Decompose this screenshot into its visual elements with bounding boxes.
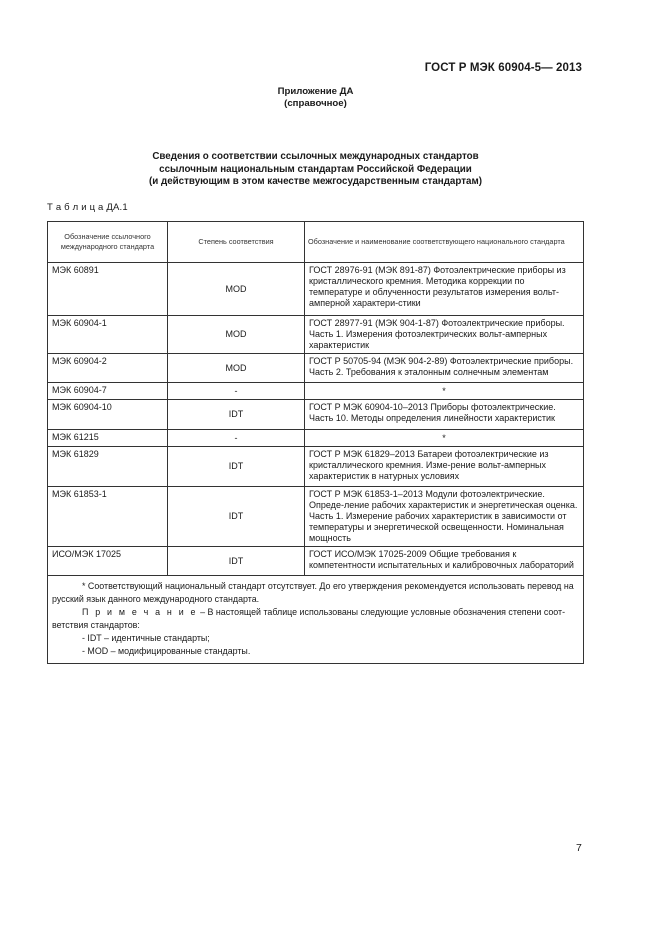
cell-intl: МЭК 60904-10: [48, 400, 168, 430]
cell-degree: IDT: [168, 447, 305, 487]
table-row: [48, 383, 584, 400]
table-caption: Т а б л и ц а ДА.1: [47, 202, 128, 213]
note: [52, 606, 579, 632]
cell-national: ГОСТ 28976-91 (МЭК 891-87) Фотоэлектрические приборы из кристаллического кремния. Методика коррекции по температуре и облученности результатов измерения вольт-амперной характери-стики: [305, 263, 584, 316]
cell-degree: -: [168, 383, 305, 400]
cell-degree: MOD: [168, 354, 305, 383]
section-title: [0, 151, 631, 189]
cell-national: ГОСТ Р МЭК 61829–2013 Батареи фотоэлектрические из кристаллического кремния. Изме-рение вольт-амперных характеристик в натурных условиях: [305, 447, 584, 487]
cell-national: *: [305, 383, 584, 400]
table-row: [48, 430, 584, 447]
cell-intl: МЭК 61215: [48, 430, 168, 447]
cell-national: ГОСТ 28977-91 (МЭК 904-1-87) Фотоэлектрические приборы. Часть 1. Измерения фотоэлектрических вольт-амперных характеристик: [305, 316, 584, 354]
column-header-degree: Степень соответствия: [168, 222, 305, 263]
cell-national: ГОСТ Р 50705-94 (МЭК 904-2-89) Фотоэлектрические приборы. Часть 2. Требования к эталонным солнечным элементам: [305, 354, 584, 383]
table-header-row: [48, 222, 584, 263]
table-row: [48, 263, 584, 316]
section-title-line: Сведения о соответствии ссылочных международных стандартов: [152, 151, 479, 162]
cell-national: ГОСТ ИСО/МЭК 17025-2009 Общие требования к компетентности испытательных и калибровочных лабораторий: [305, 547, 584, 576]
cell-degree: IDT: [168, 487, 305, 547]
cell-intl: МЭК 60904-1: [48, 316, 168, 354]
cell-national: ГОСТ Р МЭК 60904-10–2013 Приборы фотоэлектрические. Часть 10. Методы определения линейности характеристик: [305, 400, 584, 430]
section-title-line: ссылочным национальным стандартам Российской Федерации: [159, 163, 472, 175]
cell-national: *: [305, 430, 584, 447]
table-row: [48, 354, 584, 383]
cell-degree: IDT: [168, 547, 305, 576]
cell-intl: МЭК 61853-1: [48, 487, 168, 547]
table-row: [48, 547, 584, 576]
appendix-heading: [0, 86, 631, 110]
cell-intl: МЭК 60904-2: [48, 354, 168, 383]
footnote: * Соответствующий национальный стандарт отсутствует. До его утверждения рекомендуется использовать перевод на русский язык данного международного стандарта.: [52, 581, 574, 604]
column-header-national: Обозначение и наименование соответствующего национального стандарта: [305, 222, 584, 263]
cell-degree: -: [168, 430, 305, 447]
table-footer-row: [48, 576, 584, 664]
section-title-line: (и действующим в этом качестве межгосударственным стандартам): [148, 176, 482, 187]
table-row: [48, 447, 584, 487]
cell-degree: MOD: [168, 316, 305, 354]
cell-intl: МЭК 61829: [48, 447, 168, 487]
note-label: П р и м е ч а н и е: [82, 607, 198, 617]
table-footer: [48, 576, 584, 664]
page-number: 7: [576, 842, 582, 854]
note-text: – В настоящей таблице использованы следующие условные обозначения степени соот-ветствия стандартов:: [52, 607, 566, 630]
cell-intl: МЭК 60904-7: [48, 383, 168, 400]
cell-degree: MOD: [168, 263, 305, 316]
correspondence-table: [47, 221, 584, 664]
note-item: - MOD – модифицированные стандарты.: [82, 646, 251, 656]
cell-national: ГОСТ Р МЭК 61853-1–2013 Модули фотоэлектрические. Опреде-ление рабочих характеристик и энергетическая оценка. Часть 1. Измерение рабочих характеристик в зависимости от температуры и энергетической освещенности. Номинальная мощность: [305, 487, 584, 547]
cell-degree: IDT: [168, 400, 305, 430]
cell-intl: ИСО/МЭК 17025: [48, 547, 168, 576]
appendix-subtitle: (справочное): [284, 98, 347, 109]
note-item: - IDT – идентичные стандарты;: [82, 633, 210, 643]
appendix-title: Приложение ДА: [277, 86, 354, 97]
table-row: [48, 400, 584, 430]
table-row: [48, 316, 584, 354]
table-row: [48, 487, 584, 547]
column-header-intl: Обозначение ссылочного международного стандарта: [48, 222, 168, 263]
document-code: ГОСТ Р МЭК 60904-5— 2013: [424, 62, 582, 74]
cell-intl: МЭК 60891: [48, 263, 168, 316]
